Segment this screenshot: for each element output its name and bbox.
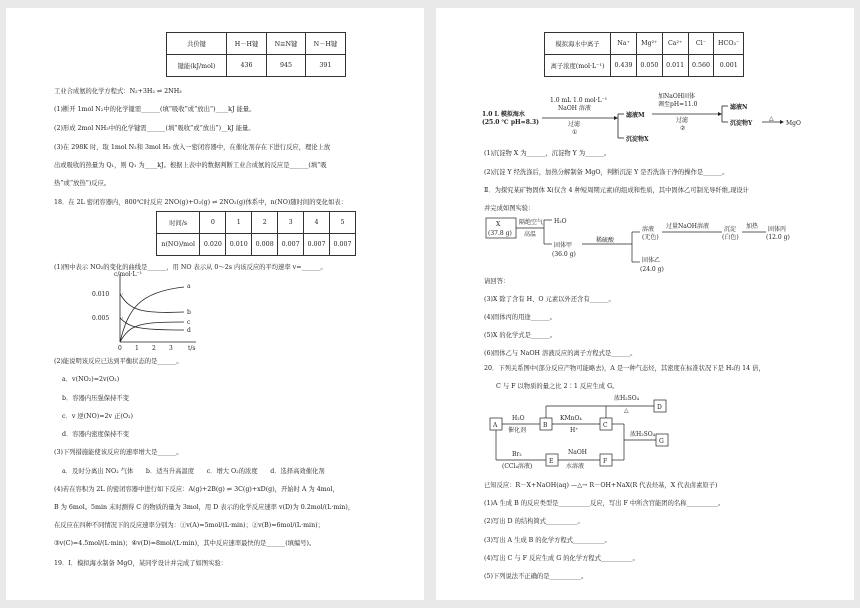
table-header-cell: Na⁺	[611, 33, 637, 55]
flow-label: 加热	[746, 223, 759, 230]
flow-label: △	[624, 407, 629, 414]
table-row	[157, 234, 356, 256]
q20-line: 已知反应：R－X+NaOH(aq) —△→ R－OH+NaX(R 代表烃基，X 代表卤素原子)	[484, 482, 718, 489]
flow-label: 隔绝空气	[519, 219, 544, 226]
q19-line: (4)固体丙的用途______。	[484, 314, 556, 321]
table-cell: 0.439	[611, 55, 637, 77]
q18-intro: 18．在 2L 密闭容器内，800℃时反应 2NO(g)+O₂(g) ⇌ 2NO₂(g)体系中，n(NO)随时间的变化如表：	[54, 199, 347, 206]
table-cell: 键能(kJ/mol)	[167, 55, 227, 77]
q19-line: (5)X 的化学式是______。	[484, 332, 557, 339]
table-cell: 0.007	[304, 234, 330, 256]
flow-label: 浓H₂SO₄	[614, 395, 640, 402]
curve-label: c	[187, 319, 191, 326]
flow-label: 稀硫酸	[596, 237, 615, 244]
table-header-cell: HCO₃⁻	[714, 33, 744, 55]
table-header-cell: 5	[330, 212, 356, 234]
table-header-cell: 模拟海水中离子	[545, 33, 611, 55]
table-header-row	[157, 212, 356, 234]
flow-label: 水溶液	[566, 463, 585, 470]
table-cell: 391	[305, 55, 345, 77]
flow-label: H₂O	[512, 415, 525, 422]
x-axis-label: t/s	[188, 345, 196, 352]
flow-node: D	[657, 404, 662, 411]
flow-node: 固体丙	[768, 226, 787, 233]
flow-label: 过滤	[568, 121, 581, 128]
flow-node: 1.0 L 模拟海水	[482, 111, 525, 118]
q17-line: 热”或“放热”)反应。	[54, 180, 111, 187]
flow-label: NaOH	[568, 449, 587, 456]
table-cell: 0.010	[226, 234, 252, 256]
table-header-cell: 时间/s	[157, 212, 200, 234]
flow-label: ①	[572, 129, 578, 136]
flow-node: (24.0 g)	[640, 266, 664, 273]
flow-label: (CCl₄溶液)	[502, 463, 533, 470]
table-cell: 0.011	[662, 55, 688, 77]
flow-node: 溶液	[642, 226, 655, 233]
arrow-head	[718, 112, 722, 116]
table-header-row	[167, 33, 346, 55]
q17-line: (3)在 298K 时，取 1mol N₂和 3mol H₂ 放入一密闭容器中，在催化剂存在下进行反应，理论上放	[54, 144, 331, 151]
q20-line: C 与 F 以物质的量之比 2∶1 反应生成 G。	[496, 383, 619, 390]
table-header-cell: 共价键	[167, 33, 227, 55]
q20-line: (5)下列说法不正确的是__________。	[484, 573, 588, 580]
table-cell: 0.007	[330, 234, 356, 256]
flow-node: (37.8 g)	[488, 230, 512, 237]
curve-a	[120, 287, 184, 342]
left-page	[6, 8, 424, 600]
q18-option: c．v 逆(NO)=2v 正(O₂)	[62, 413, 134, 420]
flow-label: 过滤	[676, 117, 689, 124]
table-cell: n(NO)/mol	[157, 234, 200, 256]
flow-node: 滤液N	[730, 104, 748, 111]
flow-label: KMnO₄	[560, 415, 582, 422]
q18-line: (2)能说明该反应已达到平衡状态的是______。	[54, 358, 183, 365]
table-cell: 0.007	[278, 234, 304, 256]
flow-label: H⁺	[570, 427, 579, 434]
q20-line: (4)写出 C 与 F 反应生成 G 的化学方程式__________。	[484, 555, 639, 562]
mineral-flow-diagram	[486, 216, 796, 274]
q18-line: (3)下列措施能使该反应的速率增大是______。	[54, 449, 183, 456]
table-header-cell: Cl⁻	[688, 33, 714, 55]
curve-d	[120, 318, 184, 330]
right-page	[436, 8, 854, 600]
flow-label: ②	[680, 125, 686, 132]
table-header-cell: N≡N键	[267, 33, 306, 55]
q19-line: Ⅱ．为探究某矿物固体 X(仅含 4 种短周期元素)的组成和性质，其中固体乙可制光导纤维,现设计	[484, 187, 749, 194]
q20-line: (1)A 生成 B 的反应类型是__________反应，写出 F 中所含官能团的名称__________。	[484, 500, 725, 507]
table-header-cell: 2	[252, 212, 278, 234]
flow-label: 高温	[524, 231, 537, 238]
table-header-cell: 4	[304, 212, 330, 234]
flow-label: Br₂	[512, 451, 522, 458]
y-tick-label: 0.010	[92, 291, 110, 298]
table-cell: 0.020	[200, 234, 226, 256]
flow-node: (无色)	[642, 234, 659, 241]
table-row	[545, 55, 744, 77]
flow-node: 沉淀物X	[626, 136, 649, 143]
flow-node: B	[543, 422, 548, 429]
curve-label: d	[187, 327, 191, 334]
flow-node: (25.0 ℃ pH=8.3)	[482, 119, 539, 126]
flow-node: H₂O	[554, 218, 567, 225]
q18-option: a．v(NO₂)=2v(O₂)	[62, 376, 120, 383]
ion-table	[544, 32, 744, 77]
table-header-cell: H－H键	[227, 33, 267, 55]
curve-b	[120, 294, 184, 312]
table-header-cell: 1	[226, 212, 252, 234]
q18-line: (4)若在容积为 2L 的密闭容器中进行如下反应：A(g)+2B(g) ⇌ 3C(g)+xD(g)，开始时 A 为 4mol，	[54, 486, 339, 493]
x-tick-label: 3	[169, 345, 173, 352]
q18-option: d．容器内密度保持不变	[62, 431, 129, 438]
flow-node: 沉淀物Y	[730, 120, 753, 127]
curve-label: a	[187, 283, 191, 290]
curve-label: b	[187, 309, 191, 316]
table-cell: 0.050	[636, 55, 662, 77]
table-cell: 945	[267, 55, 306, 77]
flow-node: A	[493, 422, 498, 429]
q19-intro: 19．Ⅰ．模拟海水制备 MgO，某同学设计并完成了如图实验：	[54, 560, 227, 567]
flow-node: C	[603, 422, 608, 429]
flow-label: 过量NaOH溶液	[666, 223, 709, 230]
flow-node: (12.0 g)	[766, 234, 790, 241]
flow-node: G	[659, 438, 664, 445]
flow-node: 固体乙	[642, 257, 661, 264]
x-tick-label: 0	[118, 345, 122, 352]
concentration-time-chart	[92, 270, 202, 350]
y-tick-label: 0.005	[92, 315, 110, 322]
q19-line: (1)沉淀物 X 为______，沉淀物 Y 为______。	[484, 150, 611, 157]
q17-line: 工业合成氨的化学方程式：N₂+3H₂ ⇌ 2NH₃	[54, 88, 182, 95]
flow-node: 滤液M	[626, 112, 645, 119]
flow-label: NaOH 溶液	[558, 105, 591, 112]
q17-line: (2)形成 2mol NH₃中的化学键需______(填“吸收”或“放出”)__kJ 能量。	[54, 125, 255, 132]
q19-line: (6)固体乙与 NaOH 溶液反应的离子方程式是______。	[484, 350, 637, 357]
flow-node: X	[496, 221, 501, 228]
table-header-cell: 3	[278, 212, 304, 234]
no-table	[156, 211, 356, 256]
q18-option: a．及时分离出 NO₂ 气体 b．适当升高温度 c．增大 O₂的浓度 d．选择高效催化剂	[62, 468, 325, 475]
x-tick-label: 2	[152, 345, 156, 352]
flow-node: 固体甲	[554, 242, 573, 249]
bond-energy-table	[166, 32, 346, 77]
q17-line: 出或吸收的热量为 Q₁，则 Q₁ 为____kJ。根据上表中的数据判断工业合成氨的反应是______(填“吸	[54, 162, 327, 169]
table-cell: 0.001	[714, 55, 744, 77]
q19-line: (2)沉淀 Y 经洗涤后，加热分解制备 MgO，判断沉淀 Y 是否洗涤干净的操作是______。	[484, 169, 729, 176]
table-cell: 436	[227, 55, 267, 77]
organic-relation-diagram	[490, 392, 740, 474]
q18-option: b．容器内压强保持不变	[62, 395, 129, 402]
table-header-cell: N－H键	[305, 33, 345, 55]
q19-line: 并完成如图实验：	[484, 205, 535, 212]
table-header-row	[545, 33, 744, 55]
table-header-cell: Ca²⁺	[662, 33, 688, 55]
flow-label: 催化剂	[508, 427, 527, 434]
table-cell: 离子浓度(mol·L⁻¹)	[545, 55, 611, 77]
flow-node: F	[603, 458, 608, 465]
q20-line: (2)写出 D 的结构简式__________。	[484, 518, 584, 525]
flow-label: 1.0 mL 1.0 mol·L⁻¹	[550, 97, 608, 104]
flow-label: 浓H₂SO₄	[630, 431, 656, 438]
table-cell: 0.560	[688, 55, 714, 77]
q18-line: B 为 6mol。5min 末时测得 C 的物质的量为 3mol，用 D 表示的化学反应速率 v(D)为 0.2mol/(L·min)，	[54, 504, 355, 511]
x-tick-label: 1	[135, 345, 139, 352]
arrow-head	[614, 116, 618, 120]
flow-node: E	[549, 458, 554, 465]
flow-label: 调至pH=11.0	[658, 101, 698, 108]
q18-line: (1)图中表示 NO₂的变化的曲线是______，用 NO 表示从 0～2s 内该反应的平均速率 v=______。	[54, 264, 327, 271]
flow-node: (36.0 g)	[552, 251, 576, 258]
flow-label: △	[769, 115, 774, 122]
arrow-head	[780, 120, 784, 124]
seawater-flow-diagram	[482, 94, 802, 148]
table-header-cell: Mg²⁺	[636, 33, 662, 55]
flow-node: MgO	[786, 120, 801, 127]
table-row	[167, 55, 346, 77]
q20-line: 20．下列关系图中(部分反应产物可能略去)，A 是一种气态烃，其密度在标准状况下是 H₂的 14 倍，	[484, 365, 765, 372]
q19-line: (3)X 除了含有 H、O 元素以外还含有______。	[484, 296, 615, 303]
q18-line: ③v(C)=4.5mol/(L·min)；④v(D)=8mol/(L·min)，其中反应速率最快的是______(填编号)。	[54, 540, 316, 547]
y-axis-label: c/mol·L⁻¹	[114, 271, 143, 278]
q19-line: 请回答：	[484, 278, 510, 285]
flow-node: (白色)	[722, 234, 739, 241]
q18-line: 在反应在四种不同情况下的反应速率分别为：①v(A)=5mol/(L·min)；②v(B)=6mol/(L·min)；	[54, 522, 324, 529]
table-cell: 0.008	[252, 234, 278, 256]
q20-line: (3)写出 A 生成 B 的化学方程式__________。	[484, 537, 611, 544]
flow-node: 沉淀	[724, 226, 737, 233]
table-header-cell: 0	[200, 212, 226, 234]
q17-line: (1)断开 1mol N₂中的化学键需______(填“吸收”或“放出”)____kJ 能量。	[54, 106, 256, 113]
flow-label: 加NaOH固体	[658, 93, 695, 100]
